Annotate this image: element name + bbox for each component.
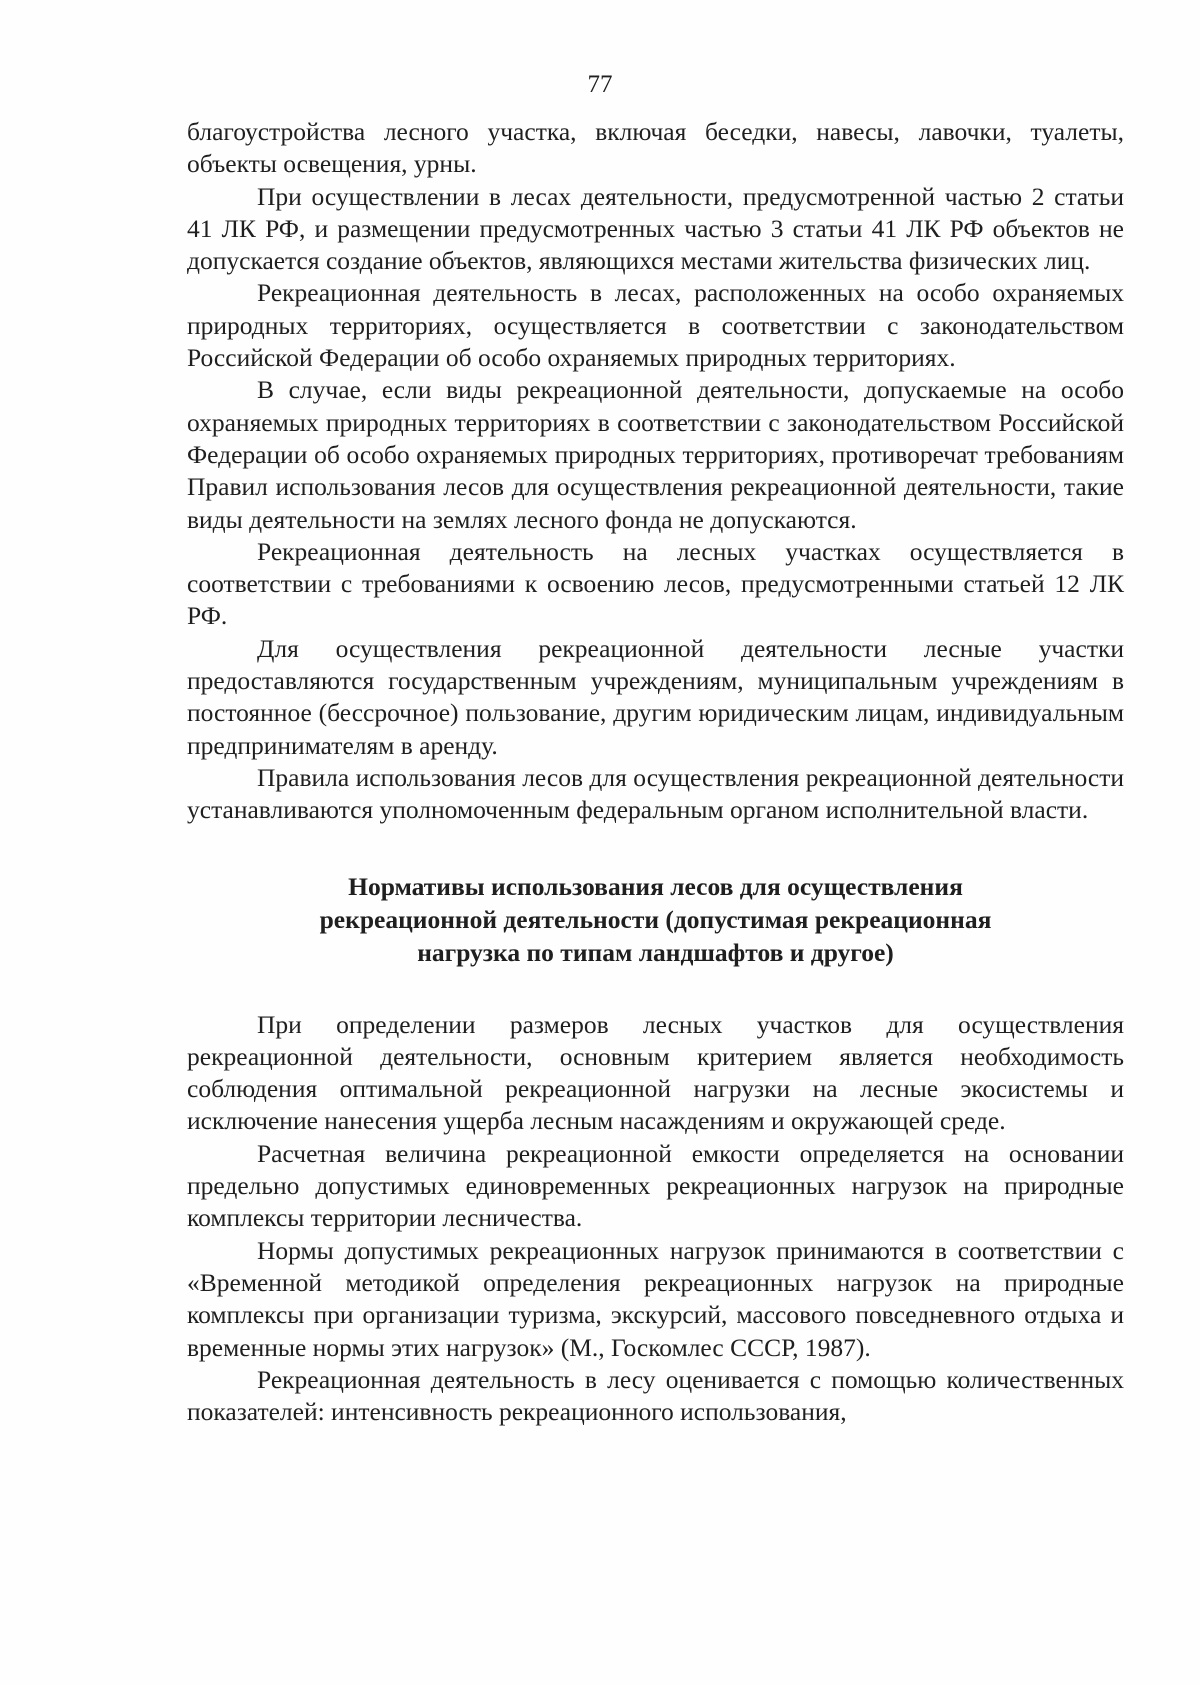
paragraph: При осуществлении в лесах деятельности, предусмотренной частью 2 статьи 41 ЛК РФ, и размещении предусмотренных частью 3 статьи 41 ЛК РФ объектов не допускается создание объектов, являющихся местами жительства физических лиц. [187, 181, 1124, 276]
paragraph: Расчетная величина рекреационной емкости определяется на основании предельно допустимых единовременных рекреационных нагрузок на природные комплексы территории лесничества. [187, 1138, 1124, 1233]
section-heading [187, 870, 1124, 969]
paragraph: Для осуществления рекреационной деятельности лесные участки предоставляются государственным учреждениям, муниципальным учреждениям в постоянное (бессрочное) пользование, другим юридическим лицам, индивидуальным предпринимателям в аренду. [187, 633, 1124, 760]
paragraph: Правила использования лесов для осуществления рекреационной деятельности устанавливаются уполномоченным федеральным органом исполнительной власти. [187, 762, 1124, 825]
page-number: 77 [587, 71, 613, 98]
paragraph-continuation: благоустройства лесного участка, включая беседки, навесы, лавочки, туалеты, объекты освещения, урны. [187, 117, 1124, 179]
document-body [187, 116, 1124, 1428]
paragraph: Рекреационная деятельность в лесу оценивается с помощью количественных показателей: интенсивность рекреационного использования, [187, 1364, 1124, 1427]
paragraph: Нормы допустимых рекреационных нагрузок принимаются в соответствии с «Временной методикой определения рекреационных нагрузок на природные комплексы при организации туризма, экскурсий, массового повседневного отдыха и временные нормы этих нагрузок» (М., Госкомлес СССР, 1987). [187, 1235, 1124, 1362]
paragraph: При определении размеров лесных участков для осуществления рекреационной деятельности, основным критерием является необходимость соблюдения оптимальной рекреационной нагрузки на лесные экосистемы и исключение нанесения ущерба лесным насаждениям и окружающей среде. [187, 1009, 1124, 1136]
section-heading-line: рекреационной деятельности (допустимая рекреационная [319, 904, 992, 934]
paragraph: В случае, если виды рекреационной деятельности, допускаемые на особо охраняемых природных территориях в соответствии с законодательством Российской Федерации об особо охраняемых природных территориях, противоречат требованиям Правил использования лесов для осуществления рекреационной деятельности, такие виды деятельности на землях лесного фонда не допускаются. [187, 375, 1124, 534]
paragraph: Рекреационная деятельность на лесных участках осуществляется в соответствии с требованиями к освоению лесов, предусмотренными статьей 12 ЛК РФ. [187, 536, 1124, 631]
section-heading-line: Нормативы использования лесов для осуществления [348, 871, 963, 901]
section-heading-line: нагрузка по типам ландшафтов и другое) [417, 937, 894, 967]
paragraph: Рекреационная деятельность в лесах, расположенных на особо охраняемых природных территориях, осуществляется в соответствии с законодательством Российской Федерации об особо охраняемых природных территориях. [187, 278, 1124, 373]
